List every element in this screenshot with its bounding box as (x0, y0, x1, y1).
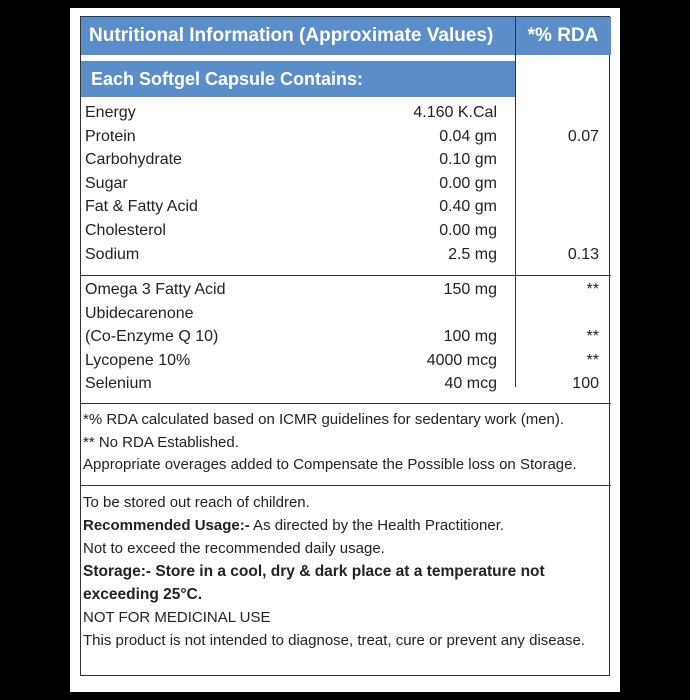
usage-label: Recommended Usage:- (83, 517, 250, 534)
table-row (81, 220, 611, 244)
disclaimer: This product is not intended to diagnose, treat, cure or prevent any disease. (83, 632, 585, 649)
nutrient-value: 2.5 mg (448, 245, 497, 263)
subheader (81, 61, 515, 97)
nutrient-group-2 (81, 279, 611, 397)
subheader-text: Each Softgel Capsule Contains: (91, 68, 364, 89)
group-divider (81, 275, 611, 276)
nutrient-value: 0.00 mg (439, 221, 497, 239)
nutrient-rda: 100 (572, 375, 599, 393)
table-row (81, 196, 611, 220)
section-divider (81, 485, 611, 486)
table-row (81, 126, 611, 150)
nutrient-value: 40 mcg (444, 375, 497, 393)
table-row (81, 303, 611, 327)
nutrient-rda: 0.07 (567, 127, 599, 145)
nutrient-name: Carbohydrate (85, 151, 182, 169)
nutrient-name: Ubidecarenone (85, 304, 194, 322)
table-header-rda (515, 17, 611, 55)
header-rda: *% RDA (527, 25, 599, 46)
recommended-usage (83, 514, 603, 537)
table-row (81, 149, 611, 173)
nutrient-value: 0.40 gm (439, 198, 497, 216)
nutrient-value: 0.04 gm (439, 127, 497, 145)
not-exceed: Not to exceed the recommended daily usage. (83, 540, 385, 557)
storage-text: Store in a cool, dry & dark place at a temperature not exceeding 25°C. (83, 563, 545, 603)
table-row (81, 279, 611, 303)
table-row (81, 350, 611, 374)
storage-label: Storage:- (83, 563, 152, 580)
table-row (81, 102, 611, 126)
nutrient-value: 4.160 K.Cal (413, 104, 497, 121)
footnote-rda: *% RDA calculated based on ICMR guidelines for sedentary work (men). (83, 411, 565, 428)
usage-text: As directed by the Health Practitioner. (249, 517, 505, 534)
table-row (81, 326, 611, 350)
table-row (81, 373, 611, 397)
nutrient-value: 0.00 gm (439, 174, 497, 192)
header-title: Nutritional Information (Approximate Values) (89, 25, 494, 46)
nutrition-table (80, 16, 610, 676)
nutrient-value: 0.10 gm (439, 151, 497, 169)
usage-section (83, 491, 603, 652)
nutrient-name: Energy (85, 104, 136, 121)
nutrient-value: 4000 mcg (426, 351, 497, 369)
nutrient-name: Cholesterol (85, 221, 166, 239)
nutrient-rda: ** (586, 328, 599, 346)
nutrient-name: (Co-Enzyme Q 10) (85, 328, 219, 346)
not-medicinal: NOT FOR MEDICINAL USE (83, 609, 271, 626)
nutrient-rda: ** (586, 281, 599, 298)
footnote-no-rda: ** No RDA Established. (83, 433, 239, 451)
nutrition-label (70, 8, 620, 692)
nutrient-name: Sodium (85, 245, 140, 263)
divider (515, 17, 516, 55)
footnotes (83, 409, 577, 477)
nutrient-name: Protein (85, 127, 136, 145)
footnote-overages: Appropriate overages added to Compensate the Possible loss on Storage. (83, 456, 577, 473)
section-divider (81, 403, 611, 404)
table-row (81, 244, 611, 268)
nutrient-name: Lycopene 10% (85, 351, 191, 369)
nutrient-name: Fat & Fatty Acid (85, 198, 198, 216)
nutrient-rda: 0.13 (567, 245, 599, 263)
table-header-title (81, 17, 515, 55)
nutrient-name: Omega 3 Fatty Acid (85, 281, 226, 298)
nutrient-group-1 (81, 102, 611, 267)
table-row (81, 173, 611, 197)
nutrient-name: Selenium (85, 375, 152, 393)
storage-instructions (83, 560, 603, 606)
nutrient-value: 150 mg (443, 281, 497, 298)
nutrient-rda: ** (586, 351, 599, 369)
nutrient-name: Sugar (85, 174, 128, 192)
storage-children: To be stored out reach of children. (83, 494, 310, 511)
nutrient-value: 100 mg (443, 328, 497, 346)
